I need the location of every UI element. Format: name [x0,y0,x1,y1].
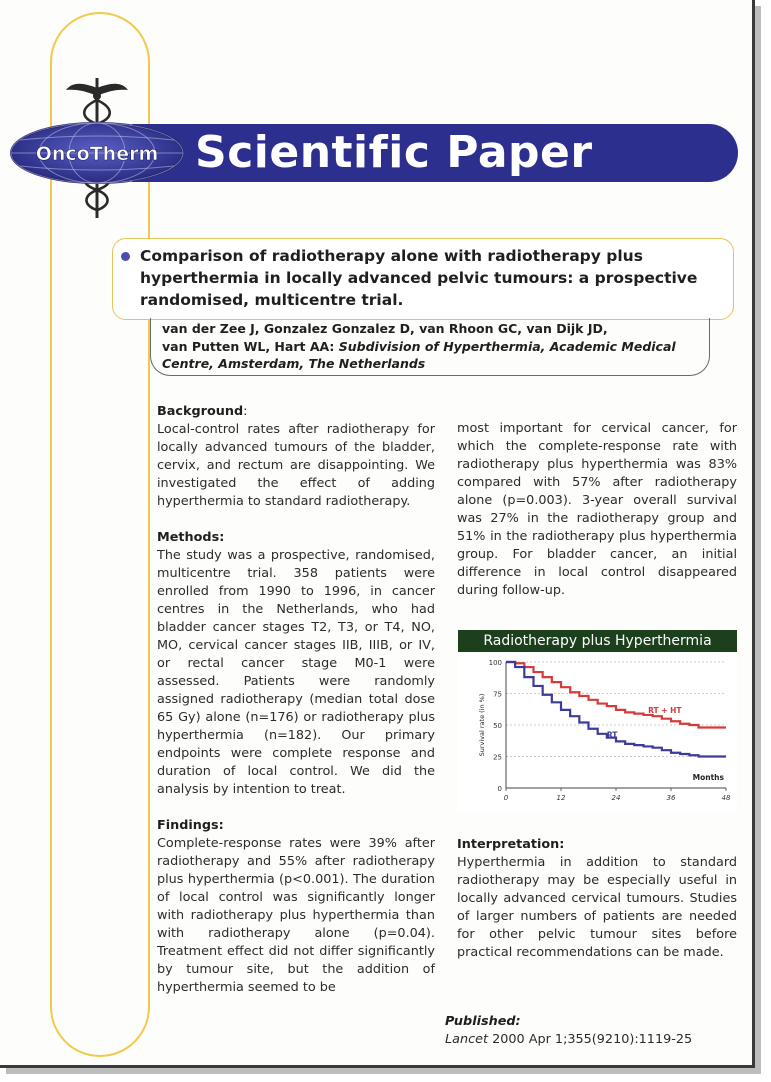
article-title: Comparison of radiotherapy alone with radiotherapy plus hyperthermia in locally advanced pelvic tumours: a prospective randomised, multicentre trial. [140,247,698,309]
x-tick-label: 36 [666,794,676,802]
author-block [162,320,702,373]
interpretation-section [457,836,737,962]
x-tick-label: 12 [556,794,566,802]
affiliation-line [162,355,702,373]
x-tick-label: 24 [611,794,621,802]
background-heading-row [157,403,435,421]
oncotherm-logo [0,70,185,230]
journal-name: Lancet [445,1032,489,1047]
authors-line-1: van der Zee J, Gonzalez Gonzalez D, van Rhoon GC, van Dijk JD, [162,321,608,336]
page-shadow-bottom [6,1068,761,1074]
findings-continued: most important for cervical cancer, for which the complete-response rate with radiotherapy plus hyperthermia was 83% compared with 57% after radiotherapy alone (p=0.003). 3-year overall survival was 27% in the radiotherapy group and 51% in the radiotherapy plus hyperthermia group. For bladder cancer, an initial difference in local control disappeared during follow-up. [457,421,737,598]
background-heading: Background [157,404,244,419]
citation-details: 2000 Apr 1;355(9210):1119-25 [488,1032,693,1047]
survival-chart [458,652,737,812]
citation [445,1031,745,1049]
chart-title: Radiotherapy plus Hyperthermia [458,630,737,652]
published-heading: Published: [445,1014,521,1029]
interpretation-heading: Interpretation: [457,837,565,852]
spacer [157,799,435,817]
background-text: Local-control rates after radiotherapy for locally advanced tumours of the bladder, cervix, and rectum are disappointing. We investigated the effect of adding hyperthermia to standard radiotherapy. [157,422,435,509]
y-tick-label: 0 [497,785,502,793]
y-tick-label: 50 [493,722,502,730]
background-colon: : [243,404,248,419]
y-tick-label: 25 [493,753,502,762]
authors-line-2 [162,338,702,356]
series-label: RT + HT [648,705,682,715]
methods-heading: Methods: [157,530,225,545]
interpretation-text: Hyperthermia in addition to standard radiotherapy may be especially useful in locally advanced cervical tumours. Studies of larger numbers of patients are needed for other pelvic tumour sites before practical recommendations can be made. [457,855,737,960]
x-tick-label: 0 [503,794,509,802]
authors-names: van Putten WL, Hart AA: [162,338,339,354]
bullet-icon [121,252,130,261]
logo-text: OncoTherm [35,143,159,165]
findings-text: Complete-response rates were 39% after radiotherapy and 55% after radiotherapy plus hyperthermia (p<0.001). The duration of local control was significantly longer with radiotherapy plus hyperthermia than with radiotherapy alone (p=0.04). Treatment effect did not differ significantly by tumour site, but the addition of hyperthermia seemed to be [157,836,435,995]
affiliation-b: Centre, Amsterdam, The Netherlands [162,356,426,371]
affiliation-a: Subdivision of Hyperthermia, Academic Medical [338,338,676,354]
spacer [157,511,435,529]
y-tick-label: 100 [488,659,502,667]
x-tick-label: 48 [721,794,731,802]
x-axis-label: Months [692,773,724,782]
banner-title: Scientific Paper [195,127,593,178]
page-shadow-right [755,6,761,1074]
published-section [445,1013,745,1049]
findings-heading: Findings: [157,818,224,833]
methods-text: The study was a prospective, randomised, multicentre trial. 358 patients were enrolled from 1990 to 1996, in cancer centres in the Netherlands, who had bladder cancer stages T2, T3, or T4, NO, MO, cervical cancer stages IIB, IIIB, or IV, or rectal cancer stage M0-1 were assessed. Patients were randomly assigned radiotherapy (median total dose 65 Gy) alone (n=176) or radiotherapy plus hyperthermia (n=182). Our primary endpoints were complete response and duration of local control. We did the analysis by intention to treat. [157,548,435,797]
y-axis-label: Survival rate (in %) [478,693,486,757]
left-column [157,403,435,997]
y-tick-label: 75 [493,690,502,699]
series-label: RT [606,730,618,740]
right-column [457,420,737,600]
